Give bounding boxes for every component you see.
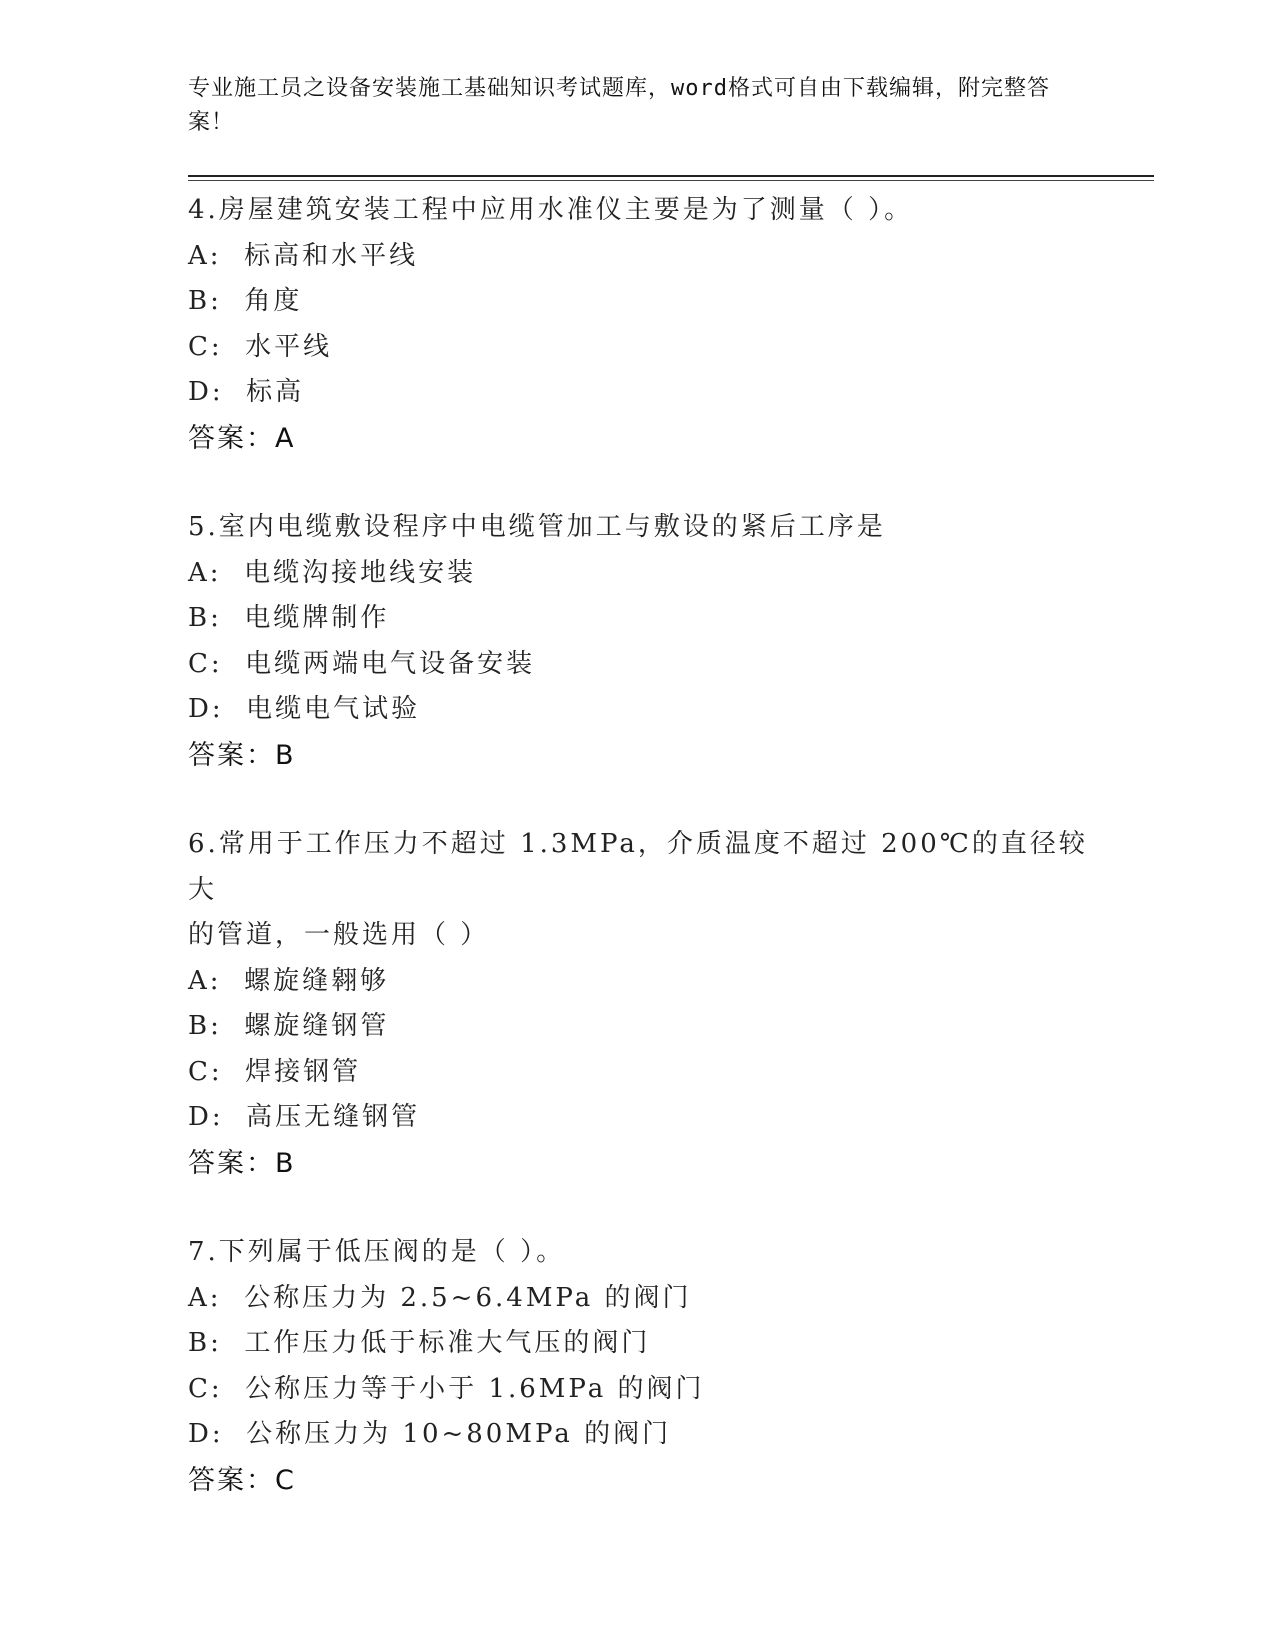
- question-stem: 5.室内电缆敷设程序中电缆管加工与敷设的紧后工序是: [188, 512, 886, 542]
- option-d: D: 电缆电气试验: [188, 694, 421, 724]
- option-a: A: 螺旋缝翱够: [188, 965, 390, 996]
- document-header: 专业施工员之设备安装施工基础知识考试题库，word格式可自由下载编辑，附完整答案！: [188, 76, 1050, 135]
- option-a: A: 标高和水平线: [188, 240, 419, 271]
- question-7: [188, 1230, 1088, 1503]
- question-stem: 4.房屋建筑安装工程中应用水准仪主要是为了测量（ ）。: [188, 195, 914, 225]
- question-stem-line-2: 的管道，一般选用（ ）: [188, 920, 490, 950]
- answer-label: 答案：A: [188, 422, 296, 454]
- header-divider-thick: [188, 175, 1154, 177]
- option-c: C: 电缆两端电气设备安装: [188, 648, 536, 679]
- question-stem: 7.下列属于低压阀的是（ ）。: [188, 1237, 566, 1267]
- option-c: C: 公称压力等于小于 1.6MPa 的阀门: [188, 1373, 705, 1404]
- question-6: [188, 822, 1088, 1186]
- option-b: B: 工作压力低于标准大气压的阀门: [188, 1328, 651, 1358]
- option-d: D: 高压无缝钢管: [188, 1102, 421, 1132]
- option-a: A: 电缆沟接地线安装: [188, 557, 477, 588]
- question-stem-line-1: 6.常用于工作压力不超过 1.3MPa，介质温度不超过 200℃的直径较大: [188, 829, 1088, 905]
- question-5: [188, 505, 1088, 778]
- option-c: C: 水平线: [188, 331, 333, 362]
- header-divider-thin: [188, 180, 1154, 181]
- answer-label: 答案：C: [188, 1464, 296, 1496]
- option-b: B: 螺旋缝钢管: [188, 1011, 390, 1041]
- option-a: A: 公称压力为 2.5~6.4MPa 的阀门: [188, 1282, 692, 1313]
- answer-label: 答案：B: [188, 1147, 296, 1179]
- option-b: B: 角度: [188, 286, 303, 316]
- option-d: D: 公称压力为 10~80MPa 的阀门: [188, 1419, 672, 1449]
- question-4: [188, 188, 1088, 461]
- answer-label: 答案：B: [188, 739, 296, 771]
- option-d: D: 标高: [188, 377, 305, 407]
- question-list: [188, 188, 1088, 1547]
- option-c: C: 焊接钢管: [188, 1056, 362, 1087]
- option-b: B: 电缆牌制作: [188, 603, 390, 633]
